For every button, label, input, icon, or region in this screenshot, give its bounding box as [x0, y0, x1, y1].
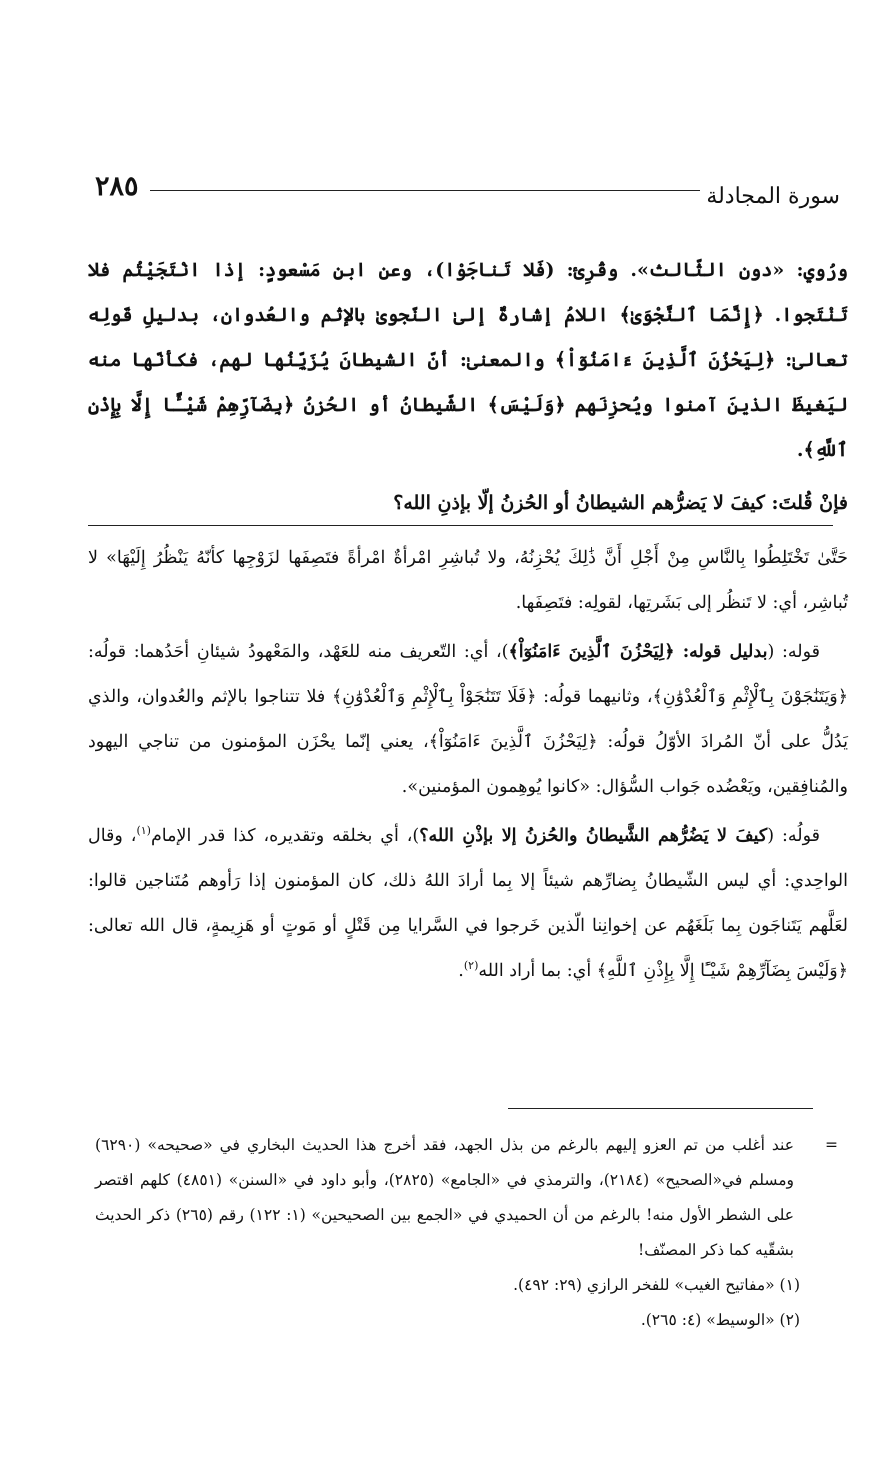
commentary: [88, 536, 848, 994]
footnotes: [95, 1128, 838, 1338]
main-question: فإنْ قُلتَ: كيفَ لا يَضرُّهم الشيطانُ أو الحُزنُ إلّا بإذنِ الله؟: [393, 492, 848, 514]
commentary-lemma: كيفَ لا يَضُرُّهم الشَّيطانُ والحُزنُ إلا بإذْنِ الله؟: [419, 826, 768, 846]
section-divider: [88, 525, 833, 526]
footnote-ref-2[interactable]: (٢): [463, 959, 479, 973]
commentary-lead: قوله: (: [767, 642, 820, 662]
footnote-rule: [508, 1108, 813, 1109]
header-rule: [150, 190, 700, 191]
running-title: سورة المجادلة: [706, 184, 840, 209]
main-text: [88, 248, 848, 526]
commentary-lemma: بدليل قوله: ﴿لِيَحْزُنَ ٱلَّذِينَ ءَامَنُوٓاْ﴾: [508, 642, 768, 662]
page-header: [95, 170, 840, 216]
footnote-1: (١) «مفاتيح الغيب» للفخر الرازي (٢٩: ٤٩٢).: [513, 1276, 800, 1294]
commentary-body: )، أي بخلقه وتقديره، كذا قدر الإمام: [150, 826, 420, 846]
footnote-ref-1[interactable]: (١): [136, 824, 151, 838]
commentary-lead: قولُه: (: [767, 826, 820, 846]
commentary-end: .: [458, 961, 464, 981]
commentary-body: ، وقال الواحِدي: أي ليس الشّيطانُ بِضارِّهم شيئاً إلا بِما أرادَ اللهُ ذلك، كان المؤمنون إذا رَأوهم مُتَناجين قالوا: لعَلَّهم يَتَناجَون بِما بَلَغَهُم عن إخوانِنا الّذين خَرجوا في السَّرايا مِن قَتْلٍ أو مَوتٍ أو هَزِيمةٍ، قال الله تعالى: ﴿وَلَيْسَ بِضَآرِّهِمْ شَيْـًٔا إِلَّا بِإِذْنِ ٱللَّهِ﴾ أي: بما أراد الله: [88, 826, 848, 981]
commentary-body: )، أي: التّعريف منه للعَهْد، والمَعْهودُ شيئانِ أحَدُهما: قولُه: ﴿وَيَتَنَٰجَوْنَ بِٱلْإِثْمِ وَٱلْعُدْوَٰنِ﴾، وثانيهما قولُه: ﴿فَلَا تَتَنَٰجَوْاْ بِٱلْإِثْمِ وَٱلْعُدْوَٰنِ﴾ فلا تتناجوا بالإثم والعُدوان، والذي يَدُلُّ على أنّ المُرادَ الأوّلُ قولُه: ﴿لِيَحْزُنَ ٱلَّذِينَ ءَامَنُوٓاْ﴾، يعني إنّما يحْزَن المؤمنون من تناجي اليهود والمُنافِقين، ويَعْضُده جَواب السُّؤال: «كانوا يُوهِمون المؤمنين».: [88, 642, 848, 797]
footnote-continuation: [95, 1128, 838, 1268]
commentary-paragraph-3: [88, 814, 848, 994]
commentary-paragraph-1: حَتَّىٰ تَخْتَلِطُوا بِالنَّاسِ مِنْ أَجْلِ أَنَّ ذَٰلِكَ يُحْزِنُهُ، ولا تُباشِرِ امْرأةٌ امْرأةً فتَصِفَها لزَوْجِها كأنّهُ يَنْظُرُ إِلَيْهَا» لا تُباشِر، أي: لا تَنظُر إلى بَشَرتِها، لقولِه: فتَصِفَها.: [88, 548, 848, 613]
main-paragraph: ورُوي: «دون الثّالث». وقُرِئ: (فَلا تَناجَوْا)، وعن ابنِ مَسْعودٍ: إذا انْتَجَيْتُم فلا تَنْتَجوا. ﴿إِنَّمَا ٱلنَّجْوَىٰ﴾ اللامُ إشارةٌ إلىٰ النّجوىٰ بالإثم والعُدوان، بدليلِ قَولِه تعالىٰ: ﴿لِيَحْزُنَ ٱلَّذِينَ ءَامَنُوٓاْ﴾ والمعنىٰ: أنّ الشيطانَ يُزَيِّنُها لهم، فكأنّها منه ليَغيظَ الذينَ آمنوا ويُحزِنَهم ﴿وَلَيْسَ﴾ الشّيطانُ أو الحُزنُ ﴿بِضَآرِّهِمْ شَيْـًٔا إِلَّا بِإِذْنِ ٱللَّهِ﴾.: [88, 259, 848, 461]
continuation-marker: =: [825, 1136, 838, 1154]
page-number: ٢٨٥: [95, 171, 139, 202]
footnote-2: (٢) «الوسيط» (٤: ٢٦٥).: [640, 1311, 800, 1329]
footnote-continuation-text: عند أغلب من تم العزو إليهم بالرغم من بذل الجهد، فقد أخرج هذا الحديث البخاري في «صحيحه» (٦٢٩٠) ومسلم في«الصحيح» (٢١٨٤)، والترمذي في «الجامع» (٢٨٢٥)، وأبو داود في «السنن» (٤٨٥١) كلهم اقتصر على الشطر الأول منه! بالرغم من أن الحميدي في «الجمع بين الصحيحين» (١: ١٢٢) رقم (٢٦٥) ذكر الحديث بشقّيه كما ذكر المصنّف!: [95, 1136, 794, 1259]
commentary-paragraph-2: [88, 630, 848, 810]
